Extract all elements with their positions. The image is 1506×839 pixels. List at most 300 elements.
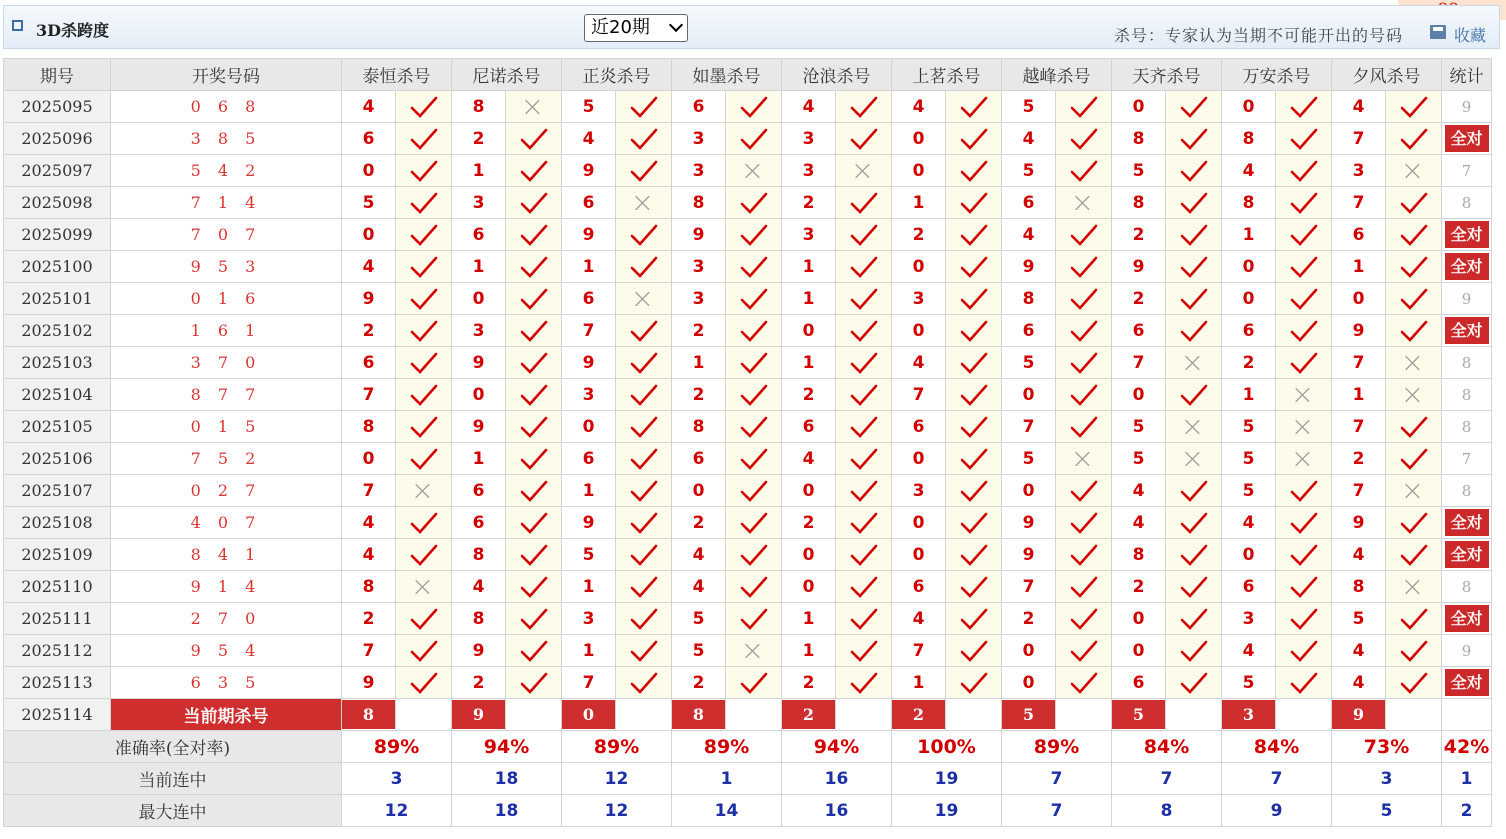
current-kill-cell [1222, 699, 1276, 731]
check-icon [1289, 543, 1319, 567]
all-correct-badge: 全对 [1445, 669, 1489, 696]
result-cell [836, 571, 892, 603]
table-row [4, 411, 1492, 443]
result-cell [1056, 539, 1112, 571]
result-cell [726, 219, 782, 251]
result-cell [946, 123, 1002, 155]
result-cell [726, 315, 782, 347]
all-correct-badge: 全对 [1445, 253, 1489, 280]
result-cell [1166, 603, 1222, 635]
result-cell [726, 379, 782, 411]
result-cell [1056, 379, 1112, 411]
result-cell [506, 635, 562, 667]
check-icon [629, 223, 659, 247]
check-icon [739, 543, 769, 567]
check-icon [629, 255, 659, 279]
accuracy-label: 准确率(全对率) [4, 731, 342, 763]
result-cell [506, 411, 562, 443]
table-row [4, 475, 1492, 507]
check-icon [519, 639, 549, 663]
kill-number-cell: 5 [1002, 443, 1056, 475]
result-cell [1166, 379, 1222, 411]
kill-number-cell: 9 [1002, 539, 1056, 571]
result-cell [396, 91, 452, 123]
result-cell [506, 507, 562, 539]
check-icon [1069, 319, 1099, 343]
check-icon [1289, 479, 1319, 503]
kill-number-cell: 9 [562, 347, 616, 379]
kill-number-cell: 8 [1222, 187, 1276, 219]
kill-number-cell: 0 [1112, 635, 1166, 667]
max-streak-value: 19 [892, 795, 1002, 827]
kill-number-cell: 2 [342, 603, 396, 635]
kill-number-cell: 4 [1222, 155, 1276, 187]
check-icon [1399, 223, 1429, 247]
header-issue: 期号 [4, 59, 111, 91]
kill-number-cell: 0 [892, 539, 946, 571]
issue-cell: 2025105 [4, 411, 111, 443]
result-cell [396, 507, 452, 539]
kill-number-cell: 3 [562, 603, 616, 635]
result-cell [616, 347, 672, 379]
result-cell [396, 539, 452, 571]
result-cell [1386, 507, 1442, 539]
result-cell [1166, 667, 1222, 699]
kill-number-cell: 4 [342, 507, 396, 539]
kill-number-cell: 9 [342, 667, 396, 699]
max-streak-value: 18 [452, 795, 562, 827]
check-icon [409, 319, 439, 343]
result-cell [1386, 411, 1442, 443]
result-cell [506, 123, 562, 155]
current-streak-value: 19 [892, 763, 1002, 795]
result-cell [396, 475, 452, 507]
result-cell [726, 635, 782, 667]
kill-number-cell: 1 [782, 251, 836, 283]
check-icon [519, 351, 549, 375]
result-cell [946, 411, 1002, 443]
result-cell [836, 507, 892, 539]
check-icon [1069, 415, 1099, 439]
check-icon [629, 319, 659, 343]
accuracy-stat: 42% [1442, 731, 1492, 763]
issue-cell: 2025112 [4, 635, 111, 667]
kill-number-cell: 3 [892, 475, 946, 507]
check-icon [629, 575, 659, 599]
check-icon [1289, 511, 1319, 535]
current-issue-cell: 2025114 [4, 699, 111, 731]
result-cell [506, 379, 562, 411]
cross-icon [742, 639, 766, 663]
all-correct-badge: 全对 [1445, 541, 1489, 568]
draw-number-cell: 6 3 5 [111, 667, 342, 699]
result-cell [946, 667, 1002, 699]
kill-number-cell: 5 [1112, 411, 1166, 443]
issue-cell: 2025099 [4, 219, 111, 251]
max-streak-value: 9 [1222, 795, 1332, 827]
check-icon [1069, 671, 1099, 695]
table-row [4, 123, 1492, 155]
result-cell [1056, 315, 1112, 347]
result-cell [396, 635, 452, 667]
issue-cell: 2025108 [4, 507, 111, 539]
kill-number-cell: 6 [892, 571, 946, 603]
check-icon [1399, 415, 1429, 439]
stat-cell: 9 [1442, 91, 1492, 123]
kill-number-cell: 1 [562, 475, 616, 507]
draw-number-cell: 4 0 7 [111, 507, 342, 539]
kill-number-cell: 4 [562, 123, 616, 155]
max-streak-value: 14 [672, 795, 782, 827]
current-empty-cell [1276, 699, 1332, 731]
check-icon [409, 351, 439, 375]
kill-number-cell: 0 [672, 475, 726, 507]
current-empty-cell [1056, 699, 1112, 731]
check-icon [1399, 127, 1429, 151]
issue-cell: 2025097 [4, 155, 111, 187]
check-icon [519, 511, 549, 535]
check-icon [959, 127, 989, 151]
check-icon [1069, 287, 1099, 311]
result-cell [1386, 347, 1442, 379]
kill-number-cell: 4 [1002, 219, 1056, 251]
kill-number-cell: 0 [1332, 283, 1386, 315]
current-empty-cell [726, 699, 782, 731]
check-icon [739, 447, 769, 471]
check-icon [409, 127, 439, 151]
check-icon [959, 639, 989, 663]
check-icon [409, 415, 439, 439]
check-icon [409, 383, 439, 407]
check-icon [959, 319, 989, 343]
kill-number-cell: 6 [452, 507, 506, 539]
result-cell [726, 539, 782, 571]
kill-number-cell: 5 [1112, 155, 1166, 187]
kill-number-cell: 9 [562, 507, 616, 539]
current-streak-value: 7 [1002, 763, 1112, 795]
kill-number-cell: 6 [1222, 315, 1276, 347]
check-icon [1069, 511, 1099, 535]
accuracy-row [4, 731, 1492, 763]
cross-icon [1182, 415, 1206, 439]
current-kill-number: 0 [562, 700, 615, 729]
kill-number-cell: 9 [452, 347, 506, 379]
check-icon [1179, 639, 1209, 663]
result-cell [836, 379, 892, 411]
check-icon [629, 447, 659, 471]
result-cell [396, 155, 452, 187]
result-cell [396, 219, 452, 251]
result-cell [946, 347, 1002, 379]
issue-cell: 2025102 [4, 315, 111, 347]
check-icon [519, 479, 549, 503]
check-icon [1399, 543, 1429, 567]
draw-number-cell: 0 1 6 [111, 283, 342, 315]
result-cell [1166, 123, 1222, 155]
kill-number-cell: 7 [562, 315, 616, 347]
kill-number-cell: 8 [672, 187, 726, 219]
result-cell [506, 539, 562, 571]
accuracy-value: 89% [342, 731, 452, 763]
check-icon [1289, 319, 1319, 343]
check-icon [409, 255, 439, 279]
kill-number-cell: 6 [1112, 667, 1166, 699]
check-icon [629, 383, 659, 407]
kill-number-cell: 4 [672, 539, 726, 571]
kill-number-cell: 0 [1112, 603, 1166, 635]
check-icon [959, 255, 989, 279]
result-cell [616, 571, 672, 603]
header-draw: 开奖号码 [111, 59, 342, 91]
current-row [4, 699, 1492, 731]
kill-number-cell: 3 [892, 283, 946, 315]
result-cell [1276, 411, 1332, 443]
check-icon [849, 351, 879, 375]
kill-number-cell: 6 [342, 347, 396, 379]
max-streak-value: 7 [1002, 795, 1112, 827]
kill-number-cell: 6 [1002, 315, 1056, 347]
kill-number-cell: 5 [562, 539, 616, 571]
accuracy-value: 84% [1112, 731, 1222, 763]
check-icon [1289, 671, 1319, 695]
kill-number-cell: 4 [1112, 507, 1166, 539]
result-cell [836, 123, 892, 155]
kill-number-cell: 8 [1332, 571, 1386, 603]
kill-number-cell: 0 [892, 123, 946, 155]
check-icon [1289, 255, 1319, 279]
kill-number-cell: 8 [1112, 187, 1166, 219]
cross-icon [1292, 383, 1316, 407]
table-row [4, 155, 1492, 187]
check-icon [629, 671, 659, 695]
kill-number-cell: 3 [672, 123, 726, 155]
kill-number-cell: 2 [452, 123, 506, 155]
save-link[interactable]: 收藏 [1454, 26, 1487, 45]
kill-number-cell: 0 [1002, 635, 1056, 667]
result-cell [1276, 155, 1332, 187]
check-icon [629, 351, 659, 375]
kill-number-cell: 3 [672, 155, 726, 187]
check-icon [1399, 639, 1429, 663]
check-icon [1399, 511, 1429, 535]
kill-number-cell: 1 [1222, 379, 1276, 411]
result-cell [1166, 571, 1222, 603]
current-streak-label: 当前连中 [4, 763, 342, 795]
result-cell [836, 283, 892, 315]
kill-number-cell: 1 [562, 571, 616, 603]
max-streak-stat: 2 [1442, 795, 1492, 827]
top-bar [3, 5, 1500, 49]
check-icon [1399, 607, 1429, 631]
kill-number-cell: 2 [672, 667, 726, 699]
kill-number-cell: 4 [1222, 507, 1276, 539]
stat-cell [1442, 603, 1492, 635]
issue-cell: 2025095 [4, 91, 111, 123]
kill-number-cell: 7 [1332, 347, 1386, 379]
check-icon [739, 223, 769, 247]
table-row [4, 315, 1492, 347]
stat-cell: 8 [1442, 571, 1492, 603]
stat-cell: 7 [1442, 443, 1492, 475]
result-cell [726, 507, 782, 539]
result-cell [1056, 571, 1112, 603]
table-row [4, 219, 1492, 251]
result-cell [616, 539, 672, 571]
issue-cell: 2025110 [4, 571, 111, 603]
max-streak-value: 12 [342, 795, 452, 827]
check-icon [739, 191, 769, 215]
result-cell [506, 443, 562, 475]
kill-number-cell: 6 [562, 443, 616, 475]
check-icon [519, 543, 549, 567]
result-cell [506, 155, 562, 187]
kill-number-cell: 2 [672, 379, 726, 411]
check-icon [629, 159, 659, 183]
kill-number-cell: 6 [782, 411, 836, 443]
check-icon [739, 671, 769, 695]
kill-number-cell: 0 [1222, 539, 1276, 571]
check-icon [1069, 639, 1099, 663]
issue-cell: 2025106 [4, 443, 111, 475]
stat-cell [1442, 219, 1492, 251]
draw-number-cell: 0 6 8 [111, 91, 342, 123]
result-cell [1276, 539, 1332, 571]
current-empty-cell [616, 699, 672, 731]
table-row [4, 507, 1492, 539]
kill-number-cell: 7 [1332, 475, 1386, 507]
kill-number-cell: 7 [1332, 187, 1386, 219]
result-cell [1166, 507, 1222, 539]
result-cell [1386, 219, 1442, 251]
result-cell [396, 315, 452, 347]
check-icon [1179, 319, 1209, 343]
kill-number-cell: 1 [452, 155, 506, 187]
accuracy-value: 94% [452, 731, 562, 763]
issue-cell: 2025096 [4, 123, 111, 155]
draw-number-cell: 9 1 4 [111, 571, 342, 603]
kill-number-cell: 0 [782, 539, 836, 571]
check-icon [519, 607, 549, 631]
cross-icon [1402, 159, 1426, 183]
kill-number-cell: 8 [452, 603, 506, 635]
header-expert: 如墨杀号 [672, 59, 782, 91]
page-title: 3D杀跨度 [36, 21, 110, 40]
current-kill-cell [1332, 699, 1386, 731]
check-icon [409, 191, 439, 215]
kill-number-cell: 4 [892, 91, 946, 123]
result-cell [1276, 315, 1332, 347]
accuracy-value: 94% [782, 731, 892, 763]
check-icon [629, 479, 659, 503]
check-icon [739, 255, 769, 279]
check-icon [959, 543, 989, 567]
result-cell [946, 187, 1002, 219]
kill-number-cell: 1 [1332, 251, 1386, 283]
check-icon [959, 95, 989, 119]
check-icon [849, 383, 879, 407]
current-kill-number: 2 [782, 700, 835, 729]
issue-cell: 2025107 [4, 475, 111, 507]
result-cell [616, 283, 672, 315]
check-icon [409, 447, 439, 471]
kill-number-cell: 2 [672, 315, 726, 347]
check-icon [1179, 671, 1209, 695]
kill-number-cell: 7 [892, 379, 946, 411]
result-cell [1386, 187, 1442, 219]
kill-number-cell: 8 [342, 411, 396, 443]
check-icon [1069, 575, 1099, 599]
result-cell [506, 571, 562, 603]
draw-number-cell: 5 4 2 [111, 155, 342, 187]
kill-number-cell: 0 [342, 219, 396, 251]
cross-icon [1182, 447, 1206, 471]
kill-number-cell: 0 [562, 411, 616, 443]
result-cell [1166, 155, 1222, 187]
check-icon [1179, 511, 1209, 535]
header-expert: 越峰杀号 [1002, 59, 1112, 91]
kill-number-cell: 1 [782, 603, 836, 635]
result-cell [1166, 315, 1222, 347]
save-icon[interactable] [1430, 25, 1446, 39]
kill-number-cell: 0 [1222, 91, 1276, 123]
kill-number-cell: 2 [782, 507, 836, 539]
result-cell [506, 603, 562, 635]
check-icon [1179, 255, 1209, 279]
kill-number-cell: 4 [1332, 539, 1386, 571]
table-header-row [4, 59, 1492, 91]
period-select[interactable] [584, 14, 688, 42]
current-kill-cell [1112, 699, 1166, 731]
check-icon [1179, 95, 1209, 119]
current-empty-cell [1166, 699, 1222, 731]
kill-number-cell: 0 [342, 155, 396, 187]
result-cell [1056, 635, 1112, 667]
result-cell [1056, 187, 1112, 219]
result-cell [946, 603, 1002, 635]
kill-number-cell: 8 [452, 539, 506, 571]
result-cell [726, 91, 782, 123]
header-expert: 尼诺杀号 [452, 59, 562, 91]
result-cell [946, 315, 1002, 347]
kill-number-cell: 7 [342, 475, 396, 507]
check-icon [849, 607, 879, 631]
result-cell [506, 187, 562, 219]
result-cell [726, 251, 782, 283]
result-cell [1276, 475, 1332, 507]
max-streak-value: 16 [782, 795, 892, 827]
kill-number-cell: 1 [782, 283, 836, 315]
kill-number-cell: 2 [1112, 219, 1166, 251]
check-icon [409, 511, 439, 535]
kill-number-cell: 3 [452, 315, 506, 347]
result-cell [396, 283, 452, 315]
kill-number-cell: 6 [1222, 571, 1276, 603]
table-row [4, 667, 1492, 699]
result-cell [726, 571, 782, 603]
result-cell [726, 347, 782, 379]
current-streak-value: 3 [1332, 763, 1442, 795]
cross-icon [1182, 351, 1206, 375]
result-cell [946, 571, 1002, 603]
check-icon [739, 607, 769, 631]
result-cell [1166, 251, 1222, 283]
kill-number-cell: 2 [342, 315, 396, 347]
result-cell [616, 187, 672, 219]
result-cell [726, 283, 782, 315]
result-cell [1166, 635, 1222, 667]
kill-number-cell: 5 [342, 187, 396, 219]
stat-cell [1442, 507, 1492, 539]
